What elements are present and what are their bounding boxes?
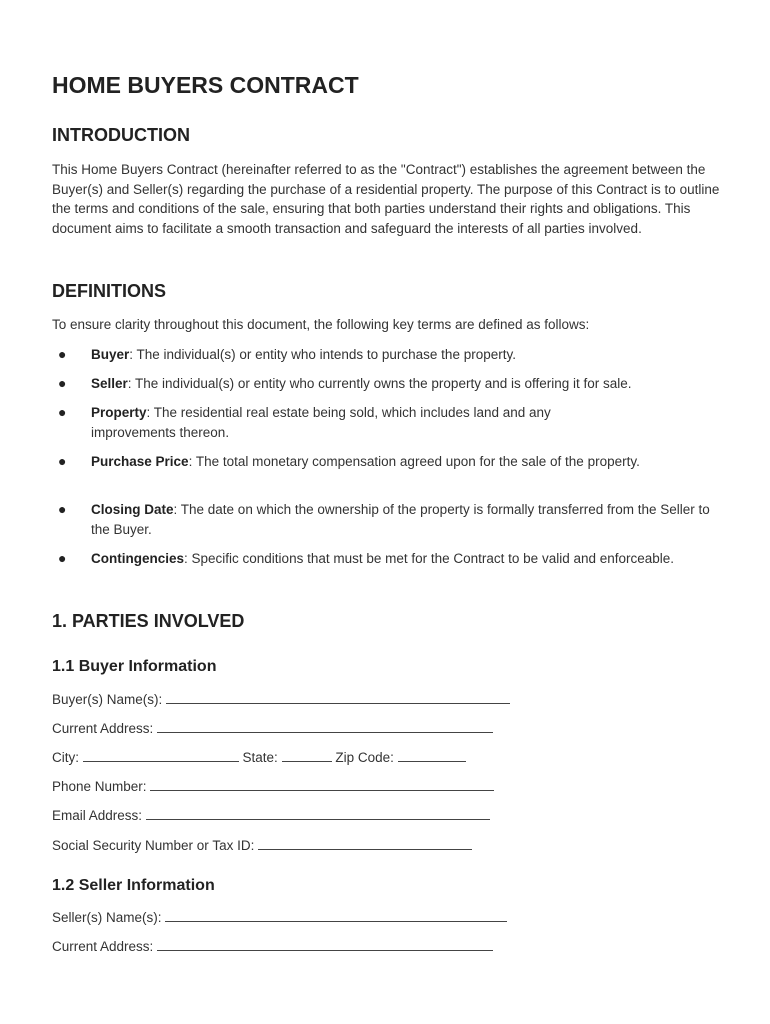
- definition-text: : The individual(s) or entity who intends to purchase the property.: [129, 347, 516, 362]
- definitions-intro: To ensure clarity throughout this document, the following key terms are defined as follows:: [52, 317, 590, 332]
- buyer-address-row: [52, 720, 493, 736]
- buyer-phone-field[interactable]: [150, 778, 494, 791]
- definition-item-purchase-price: [91, 452, 661, 472]
- definition-term: Seller: [91, 376, 128, 391]
- buyer-phone-row: [52, 778, 494, 794]
- definition-text: : The total monetary compensation agreed upon for the sale of the property.: [188, 454, 640, 469]
- buyer-zip-label: Zip Code:: [335, 750, 394, 765]
- definition-term: Purchase Price: [91, 454, 189, 469]
- definition-text: : The residential real estate being sold, which includes land and any improvements thereon.: [91, 405, 551, 440]
- buyer-names-row: [52, 691, 510, 707]
- seller-address-row: [52, 938, 493, 954]
- buyer-email-field[interactable]: [146, 807, 490, 820]
- definition-item-closing-date: [91, 500, 721, 539]
- buyer-names-label: Buyer(s) Name(s):: [52, 692, 163, 707]
- bullet-icon: ●: [58, 501, 67, 517]
- definition-text: : The individual(s) or entity who currently owns the property and is offering it for sale.: [127, 376, 632, 391]
- buyer-city-label: City:: [52, 750, 79, 765]
- document-title: HOME BUYERS CONTRACT: [52, 72, 359, 98]
- introduction-paragraph: This Home Buyers Contract (hereinafter referred to as the "Contract") establishes the agreement between the Buyer(s) and Seller(s) regarding the purchase of a residential property. The purpose of this Contract is to outline the terms and conditions of the sale, ensuring that both parties understand their rights and obligations. This document aims to facilitate a smooth transaction and safeguard the interests of all parties involved.: [52, 162, 720, 236]
- parties-heading: 1. PARTIES INVOLVED: [52, 611, 245, 631]
- definition-item-contingencies: [91, 549, 691, 569]
- buyer-city-row: [52, 749, 466, 765]
- buyer-state-label: State:: [242, 750, 278, 765]
- seller-info-heading: 1.2 Seller Information: [52, 877, 215, 894]
- definition-term: Buyer: [91, 347, 130, 362]
- bullet-icon: ●: [58, 550, 67, 566]
- buyer-phone-label: Phone Number:: [52, 779, 147, 794]
- definition-term: Contingencies: [91, 551, 185, 566]
- definition-term: Closing Date: [91, 502, 174, 517]
- definition-text: : Specific conditions that must be met for the Contract to be valid and enforceable.: [184, 551, 675, 566]
- buyer-ssn-row: [52, 837, 472, 853]
- buyer-zip-field[interactable]: [398, 749, 466, 762]
- buyer-ssn-label: Social Security Number or Tax ID:: [52, 838, 255, 853]
- buyer-address-field[interactable]: [157, 720, 493, 733]
- buyer-address-label: Current Address:: [52, 721, 154, 736]
- buyer-email-row: [52, 807, 490, 823]
- buyer-ssn-field[interactable]: [258, 837, 472, 850]
- definition-text: : The date on which the ownership of the property is formally transferred from the Seller to the Buyer.: [91, 502, 710, 537]
- definitions-heading: DEFINITIONS: [52, 281, 167, 301]
- bullet-icon: ●: [58, 346, 67, 362]
- bullet-icon: ●: [58, 404, 67, 420]
- seller-names-field[interactable]: [165, 909, 507, 922]
- seller-address-field[interactable]: [157, 938, 493, 951]
- seller-names-label: Seller(s) Name(s):: [52, 910, 162, 925]
- bullet-icon: ●: [58, 453, 67, 469]
- buyer-email-label: Email Address:: [52, 808, 143, 823]
- buyer-city-field[interactable]: [83, 749, 239, 762]
- introduction-heading: INTRODUCTION: [52, 125, 190, 145]
- seller-names-row: [52, 909, 507, 925]
- buyer-names-field[interactable]: [166, 691, 510, 704]
- bullet-icon: ●: [58, 375, 67, 391]
- definition-item-buyer: [91, 345, 721, 365]
- buyer-info-heading: 1.1 Buyer Information: [52, 658, 217, 675]
- buyer-state-field[interactable]: [282, 749, 332, 762]
- seller-address-label: Current Address:: [52, 939, 154, 954]
- definition-term: Property: [91, 405, 147, 420]
- definition-item-property: [91, 403, 631, 442]
- definition-item-seller: [91, 374, 721, 394]
